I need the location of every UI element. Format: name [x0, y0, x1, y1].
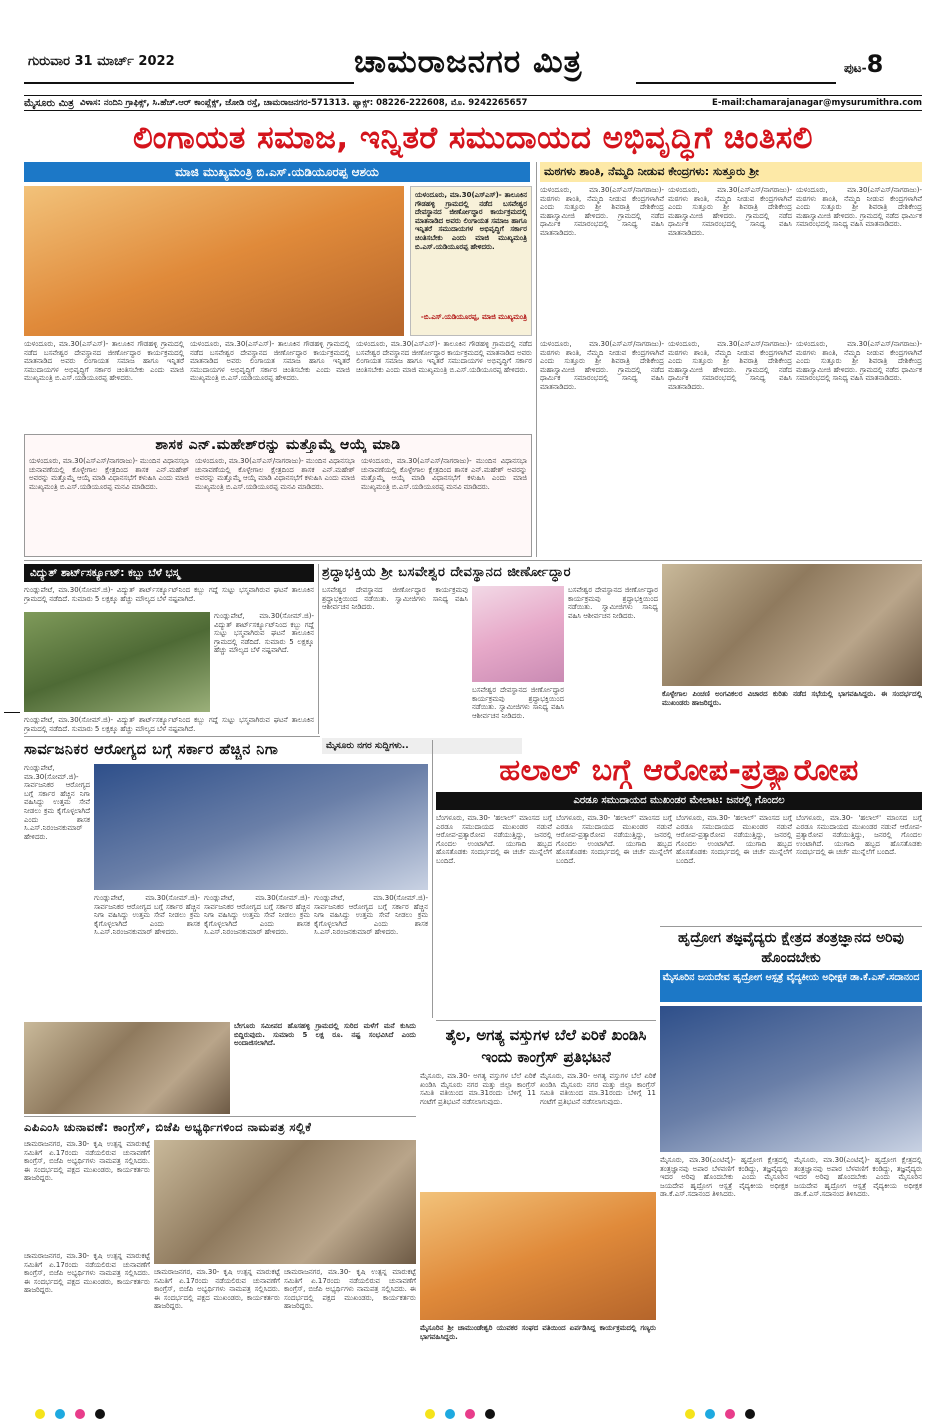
ribbon-cutting-photo: [94, 764, 428, 890]
registration-dots-right: [680, 1404, 920, 1416]
mlc-body-col-1: ಚಾಮರಾಜನಗರ, ಮಾ.30- ಕೃಷಿ ಉತ್ಪನ್ನ ಮಾರುಕಟ್ಟೆ ಸಮಿತಿಗೆ ಏ.17ರಂದು ನಡೆಯಲಿರುವ ಚುನಾವಣೆಗೆ ಕಾಂಗ್ರೆಸ್, ಬಿಜೆಪಿ ಅಭ್ಯರ್ಥಿಗಳು ನಾಮಪತ್ರ ಸಲ್ಲಿಸಿದರು. ಈ ಸಂದರ್ಭದಲ್ಲಿ ಪಕ್ಷದ ಮುಖಂಡರು, ಕಾರ್ಯಕರ್ತರು ಹಾಜರಿದ್ದರು.: [24, 1140, 150, 1183]
temple-headline: ಶ್ರದ್ಧಾಭಕ್ತಿಯ ಶ್ರೀ ಬಸವೇಶ್ವರ ದೇವಸ್ಥಾನದ ಜೀರ್ಣೋದ್ಧಾರ: [322, 565, 571, 580]
issue-date: ಗುರುವಾರ 31 ಮಾರ್ಚ್ 2022: [28, 54, 175, 69]
news-strip: ಮೈಸೂರು ನಗರ ಸುದ್ದಿಗಳು..: [322, 738, 522, 754]
temple-body-col-2: ಬಸವೇಶ್ವರ ದೇವಸ್ಥಾನದ ಜೀರ್ಣೋದ್ಧಾರ ಕಾರ್ಯಕ್ರಮವು ಶ್ರದ್ಧಾಭಕ್ತಿಯಿಂದ ನಡೆಯಿತು. ಸ್ವಾಮೀಜಿಗಳು ಸಾನಿಧ್ಯ ವಹಿಸಿ ಆಶೀರ್ವಚನ ನೀಡಿದರು.: [568, 586, 658, 620]
mahesh-body-col-2: ಯಳಂದೂರು, ಮಾ.30(ಎಸ್‌ಎಸ್/ನಾಗರಾಜು)- ಮುಂದಿನ ವಿಧಾನಸಭಾ ಚುನಾವಣೆಯಲ್ಲಿ ಕೊಳ್ಳೇಗಾಲ ಕ್ಷೇತ್ರದಿಂದ ಶಾಸಕ ಎನ್.ಮಹೇಶ್ ಅವರನ್ನು ಮತ್ತೊಮ್ಮೆ ಆಯ್ಕೆ ಮಾಡಿ ವಿಧಾನಸಭೆಗೆ ಕಳುಹಿಸಿ ಎಂದು ಮಾಜಿ ಮುಖ್ಯಮಂತ್ರಿ ಬಿ.ಎಸ್.ಯಡಿಯೂರಪ್ಪ ಮನವಿ ಮಾಡಿದರು.: [195, 457, 355, 491]
mahesh-headline: ಶಾಸಕ ಎನ್.ಮಹೇಶ್‌ರನ್ನು ಮತ್ತೊಮ್ಮೆ ಆಯ್ಕೆ ಮಾಡಿ: [155, 437, 401, 453]
heart-subhead: ಮೈಸೂರಿನ ಜಯದೇವ ಹೃದ್ರೋಗ ಆಸ್ಪತ್ರೆ ವೈದ್ಯಕೀಯ ಅಧೀಕ್ಷಕ ಡಾ.ಕೆ.ಎಸ್.ಸದಾನಂದ: [660, 970, 922, 1002]
halal-body-col-3: ಬೆಂಗಳೂರು, ಮಾ.30- 'ಹಲಾಲ್' ಮಾಂಸದ ಬಗ್ಗೆ ಎರಡೂ ಸಮುದಾಯದ ಮುಖಂಡರ ನಡುವೆ ಆರೋಪ-ಪ್ರತ್ಯಾರೋಪ ನಡೆಯುತ್ತಿದ್ದು, ಜನರಲ್ಲಿ ಗೊಂದಲ ಉಂಟಾಗಿದೆ. ಯುಗಾದಿ ಹಬ್ಬದ ಹೊಸತೊಡಕು ಸಂದರ್ಭದಲ್ಲಿ ಈ ಚರ್ಚೆ ಮುನ್ನೆಲೆಗೆ ಬಂದಿದೆ.: [676, 814, 792, 865]
health-body-col-4: ಗುಂಡ್ಲುಪೇಟೆ, ಮಾ.30(ಸೋಮ್.ಜಿ)- ಸಾರ್ವಜನಿಕರ ಆರೋಗ್ಯದ ಬಗ್ಗೆ ಸರ್ಕಾರ ಹೆಚ್ಚಿನ ನಿಗಾ ವಹಿಸಿದ್ದು ಉತ್ತಮ ಸೇವೆ ನೀಡಲು ಕ್ರಮ ಕೈಗೊಳ್ಳಲಾಗಿದೆ ಎಂದು ಶಾಸಕ ಸಿ.ಎಸ್.ನಿರಂಜನಕುಮಾರ್ ಹೇಳಿದರು.: [314, 894, 428, 937]
mathagalu-body-col-3: ಯಳಂದೂರು, ಮಾ.30(ಎಸ್‌ಎಸ್/ನಾಗರಾಜು)- ಮಠಗಳು ಶಾಂತಿ, ನೆಮ್ಮದಿ ನೀಡುವ ಕೇಂದ್ರಗಳಾಗಿವೆ ಎಂದು ಸುತ್ತೂರು ಶ್ರೀ ಶಿವರಾತ್ರಿ ದೇಶಿಕೇಂದ್ರ ಮಹಾಸ್ವಾಮೀಜಿ ಹೇಳಿದರು. ಗ್ರಾಮದಲ್ಲಿ ನಡೆದ ಧಾರ್ಮಿಕ ಸಮಾರಂಭದಲ್ಲಿ ಸಾನಿಧ್ಯ ವಹಿಸಿ ಮಾತನಾಡಿದರು.: [796, 186, 922, 229]
email: E-mail:chamarajanagar@mysurumithra.com: [712, 98, 922, 108]
masthead: [24, 44, 924, 92]
right-continued-col-1: ಯಳಂದೂರು, ಮಾ.30(ಎಸ್‌ಎಸ್/ನಾಗರಾಜು)- ಮಠಗಳು ಶಾಂತಿ, ನೆಮ್ಮದಿ ನೀಡುವ ಕೇಂದ್ರಗಳಾಗಿವೆ ಎಂದು ಸುತ್ತೂರು ಶ್ರೀ ಶಿವರಾತ್ರಿ ದೇಶಿಕೇಂದ್ರ ಮಹಾಸ್ವಾಮೀಜಿ ಹೇಳಿದರು. ಗ್ರಾಮದಲ್ಲಿ ನಡೆದ ಧಾರ್ಮಿಕ ಸಮಾರಂಭದಲ್ಲಿ ಸಾನಿಧ್ಯ ವಹಿಸಿ ಮಾತನಾಡಿದರು.: [540, 340, 664, 391]
meeting-caption: ಕೊಳ್ಳೇಗಾಲ ಪಿಂಚಣಿ ಅಂಗವಿಕಲರ ವಿಚಾರದ ಕುರಿತು ನಡೆದ ಸಭೆಯಲ್ಲಿ ಭಾಗವಹಿಸಿದ್ದರು. ಈ ಸಂದರ್ಭದಲ್ಲಿ ಮುಖಂಡರು ಹಾಜರಿದ್ದರು.: [662, 690, 922, 707]
fuel-headline: ತೈಲ, ಅಗತ್ಯ ವಸ್ತುಗಳ ಬೆಲೆ ಏರಿಕೆ ಖಂಡಿಸಿ ಇಂದು ಕಾಂಗ್ರೆಸ್ ಪ್ರತಿಭಟನೆ: [445, 1026, 647, 1066]
temple-body-col-3: ಬಸವೇಶ್ವರ ದೇವಸ್ಥಾನದ ಜೀರ್ಣೋದ್ಧಾರ ಕಾರ್ಯಕ್ರಮವು ಶ್ರದ್ಧಾಭಕ್ತಿಯಿಂದ ನಡೆಯಿತು. ಸ್ವಾಮೀಜಿಗಳು ಸಾನಿಧ್ಯ ವಹಿಸಿ ಆಶೀರ್ವಚನ ನೀಡಿದರು.: [472, 686, 564, 720]
health-body-col-1: ಗುಂಡ್ಲುಪೇಟೆ, ಮಾ.30(ಸೋಮ್.ಜಿ)- ಸಾರ್ವಜನಿಕರ ಆರೋಗ್ಯದ ಬಗ್ಗೆ ಸರ್ಕಾರ ಹೆಚ್ಚಿನ ನಿಗಾ ವಹಿಸಿದ್ದು ಉತ್ತಮ ಸೇವೆ ನೀಡಲು ಕ್ರಮ ಕೈಗೊಳ್ಳಲಾಗಿದೆ ಎಂದು ಶಾಸಕ ಸಿ.ಎಸ್.ನಿರಂಜನಕುಮಾರ್ ಹೇಳಿದರು.: [24, 764, 90, 841]
burnt-crop-photo: [24, 612, 210, 712]
felicitation-photo: [420, 1192, 656, 1320]
health-body-col-3: ಗುಂಡ್ಲುಪೇಟೆ, ಮಾ.30(ಸೋಮ್.ಜಿ)- ಸಾರ್ವಜನಿಕರ ಆರೋಗ್ಯದ ಬಗ್ಗೆ ಸರ್ಕಾರ ಹೆಚ್ಚಿನ ನಿಗಾ ವಹಿಸಿದ್ದು ಉತ್ತಮ ಸೇವೆ ನೀಡಲು ಕ್ರಮ ಕೈಗೊಳ್ಳಲಾಗಿದೆ ಎಂದು ಶಾಸಕ ಸಿ.ಎಸ್.ನಿರಂಜನಕುಮಾರ್ ಹೇಳಿದರು.: [204, 894, 310, 937]
lead-photo: [24, 186, 404, 336]
halal-body-col-1: ಬೆಂಗಳೂರು, ಮಾ.30- 'ಹಲಾಲ್' ಮಾಂಸದ ಬಗ್ಗೆ ಎರಡೂ ಸಮುದಾಯದ ಮುಖಂಡರ ನಡುವೆ ಆರೋಪ-ಪ್ರತ್ಯಾರೋಪ ನಡೆಯುತ್ತಿದ್ದು, ಜನರಲ್ಲಿ ಗೊಂದಲ ಉಂಟಾಗಿದೆ. ಯುಗಾದಿ ಹಬ್ಬದ ಹೊಸತೊಡಕು ಸಂದರ್ಭದಲ್ಲಿ ಈ ಚರ್ಚೆ ಮುನ್ನೆಲೆಗೆ ಬಂದಿದೆ.: [436, 814, 552, 865]
meeting-photo: [662, 564, 922, 686]
halal-body-col-2: ಬೆಂಗಳೂರು, ಮಾ.30- 'ಹಲಾಲ್' ಮಾಂಸದ ಬಗ್ಗೆ ಎರಡೂ ಸಮುದಾಯದ ಮುಖಂಡರ ನಡುವೆ ಆರೋಪ-ಪ್ರತ್ಯಾರೋಪ ನಡೆಯುತ್ತಿದ್ದು, ಜನರಲ್ಲಿ ಗೊಂದಲ ಉಂಟಾಗಿದೆ. ಯುಗಾದಿ ಹಬ್ಬದ ಹೊಸತೊಡಕು ಸಂದರ್ಭದಲ್ಲಿ ಈ ಚರ್ಚೆ ಮುನ್ನೆಲೆಗೆ ಬಂದಿದೆ.: [556, 814, 672, 865]
short-circuit-body-bottom: ಗುಂಡ್ಲುಪೇಟೆ, ಮಾ.30(ಸೋಮ್.ಜಿ)- ವಿದ್ಯುತ್ ಶಾರ್ಟ್‌ಸರ್ಕ್ಯೂಟ್‌ನಿಂದ ಕಬ್ಬು ಗದ್ದೆ ಸುಟ್ಟು ಭಸ್ಮವಾಗಿರುವ ಘಟನೆ ತಾಲೂಕಿನ ಗ್ರಾಮದಲ್ಲಿ ನಡೆದಿದೆ. ಸುಮಾರು 5 ಲಕ್ಷಕ್ಕೂ ಹೆಚ್ಚು ಮೌಲ್ಯದ ಬೆಳೆ ನಷ್ಟವಾಗಿದೆ.: [24, 716, 314, 733]
collapsed-house-photo: [24, 1022, 230, 1114]
halal-headline: ಹಲಾಲ್ ಬಗ್ಗೆ ಆರೋಪ-ಪ್ರತ್ಯಾರೋಪ: [499, 753, 859, 788]
registration-dots-left: [30, 1404, 290, 1416]
felicitation-caption: ಮೈಸೂರಿನ ಶ್ರೀ ಚಾಮುಂಡೇಶ್ವರಿ ಯುವಕರ ಸಂಘದ ವತಿಯಿಂದ ಏರ್ಪಡಿಸಿದ್ದ ಕಾರ್ಯಕ್ರಮದಲ್ಲಿ ಗಣ್ಯರು ಭಾಗವಹಿಸಿದ್ದರು.: [420, 1324, 656, 1341]
lead-subhead: ಮಾಜಿ ಮುಖ್ಯಮಂತ್ರಿ ಬಿ.ಎಸ್.ಯಡಿಯೂರಪ್ಪ ಆಶಯ: [24, 162, 530, 182]
short-circuit-headline: ವಿದ್ಯುತ್ ಶಾರ್ಟ್‌ಸರ್ಕ್ಯೂಟ್: ಕಬ್ಬು ಬೆಳೆ ಭಸ್ಮ: [24, 564, 314, 582]
mlc-headline: ಎಪಿಎಂಸಿ ಚುನಾವಣೆ: ಕಾಂಗ್ರೆಸ್, ಬಿಜೆಪಿ ಅಭ್ಯರ್ಥಿಗಳಿಂದ ನಾಮಪತ್ರ ಸಲ್ಲಿಕೆ: [24, 1120, 312, 1134]
health-headline: ಸಾರ್ವಜನಿಕರ ಆರೋಗ್ಯದ ಬಗ್ಗೆ ಸರ್ಕಾರ ಹೆಚ್ಚಿನ ನಿಗಾ: [24, 742, 279, 758]
short-circuit-body-top: ಗುಂಡ್ಲುಪೇಟೆ, ಮಾ.30(ಸೋಮ್.ಜಿ)- ವಿದ್ಯುತ್ ಶಾರ್ಟ್‌ಸರ್ಕ್ಯೂಟ್‌ನಿಂದ ಕಬ್ಬು ಗದ್ದೆ ಸುಟ್ಟು ಭಸ್ಮವಾಗಿರುವ ಘಟನೆ ತಾಲೂಕಿನ ಗ್ರಾಮದಲ್ಲಿ ನಡೆದಿದೆ. ಸುಮಾರು 5 ಲಕ್ಷಕ್ಕೂ ಹೆಚ್ಚು ಮೌಲ್ಯದ ಬೆಳೆ ನಷ್ಟವಾಗಿದೆ.: [24, 586, 314, 603]
mahesh-body-col-1: ಯಳಂದೂರು, ಮಾ.30(ಎಸ್‌ಎಸ್/ನಾಗರಾಜು)- ಮುಂದಿನ ವಿಧಾನಸಭಾ ಚುನಾವಣೆಯಲ್ಲಿ ಕೊಳ್ಳೇಗಾಲ ಕ್ಷೇತ್ರದಿಂದ ಶಾಸಕ ಎನ್.ಮಹೇಶ್ ಅವರನ್ನು ಮತ್ತೊಮ್ಮೆ ಆಯ್ಕೆ ಮಾಡಿ ವಿಧಾನಸಭೆಗೆ ಕಳುಹಿಸಿ ಎಂದು ಮಾಜಿ ಮುಖ್ಯಮಂತ್ರಿ ಬಿ.ಎಸ್.ಯಡಿಯೂರಪ್ಪ ಮನವಿ ಮಾಡಿದರು.: [29, 457, 189, 491]
heart-event-photo: [660, 1006, 922, 1152]
newspaper-title: ಚಾಮರಾಜನಗರ ಮಿತ್ರ: [354, 44, 583, 80]
mathagalu-body-col-1: ಯಳಂದೂರು, ಮಾ.30(ಎಸ್‌ಎಸ್/ನಾಗರಾಜು)- ಮಠಗಳು ಶಾಂತಿ, ನೆಮ್ಮದಿ ನೀಡುವ ಕೇಂದ್ರಗಳಾಗಿವೆ ಎಂದು ಸುತ್ತೂರು ಶ್ರೀ ಶಿವರಾತ್ರಿ ದೇಶಿಕೇಂದ್ರ ಮಹಾಸ್ವಾಮೀಜಿ ಹೇಳಿದರು. ಗ್ರಾಮದಲ್ಲಿ ನಡೆದ ಧಾರ್ಮಿಕ ಸಮಾರಂಭದಲ್ಲಿ ಸಾನಿಧ್ಯ ವಹಿಸಿ ಮಾತನಾಡಿದರು.: [540, 186, 664, 237]
health-body-col-2: ಗುಂಡ್ಲುಪೇಟೆ, ಮಾ.30(ಸೋಮ್.ಜಿ)- ಸಾರ್ವಜನಿಕರ ಆರೋಗ್ಯದ ಬಗ್ಗೆ ಸರ್ಕಾರ ಹೆಚ್ಚಿನ ನಿಗಾ ವಹಿಸಿದ್ದು ಉತ್ತಮ ಸೇವೆ ನೀಡಲು ಕ್ರಮ ಕೈಗೊಳ್ಳಲಾಗಿದೆ ಎಂದು ಶಾಸಕ ಸಿ.ಎಸ್.ನಿರಂಜನಕುಮಾರ್ ಹೇಳಿದರು.: [94, 894, 200, 937]
lead-quote-attribution: -ಬಿ.ಎಸ್.ಯಡಿಯೂರಪ್ಪ, ಮಾಜಿ ಮುಖ್ಯಮಂತ್ರಿ: [420, 313, 527, 321]
mlc-body-col-3: ಚಾಮರಾಜನಗರ, ಮಾ.30- ಕೃಷಿ ಉತ್ಪನ್ನ ಮಾರುಕಟ್ಟೆ ಸಮಿತಿಗೆ ಏ.17ರಂದು ನಡೆಯಲಿರುವ ಚುನಾವಣೆಗೆ ಕಾಂಗ್ರೆಸ್, ಬಿಜೆಪಿ ಅಭ್ಯರ್ಥಿಗಳು ನಾಮಪತ್ರ ಸಲ್ಲಿಸಿದರು. ಈ ಸಂದರ್ಭದಲ್ಲಿ ಪಕ್ಷದ ಮುಖಂಡರು, ಕಾರ್ಯಕರ್ತರು ಹಾಜರಿದ್ದರು.: [154, 1268, 280, 1311]
registration-dots-center: [420, 1404, 540, 1416]
lead-headline: ಲಿಂಗಾಯತ ಸಮಾಜ, ಇನ್ನಿತರೆ ಸಮುದಾಯದ ಅಭಿವೃದ್ಧಿಗೆ ಚಿಂತಿಸಲಿ: [133, 120, 813, 156]
fuel-body-col-2: ಮೈಸೂರು, ಮಾ.30- ಅಗತ್ಯ ವಸ್ತುಗಳ ಬೆಲೆ ಏರಿಕೆ ಖಂಡಿಸಿ ಮೈಸೂರು ನಗರ ಮತ್ತು ಜಿಲ್ಲಾ ಕಾಂಗ್ರೆಸ್ ಸಮಿತಿ ವತಿಯಿಂದ ಮಾ.31ರಂದು ಬೆಳಿಗ್ಗೆ 11 ಗಂಟೆಗೆ ಪ್ರತಿಭಟನೆ ನಡೆಸಲಾಗುವುದು.: [540, 1072, 656, 1106]
address: ವಿಳಾಸ: ನಂದಿನಿ ಗ್ರಾಫಿಕ್ಸ್, ಸಿ.ಹೆಚ್.ಆರ್ ಕಾಂಪ್ಲೆಕ್ಸ್, ಜೋಡಿ ರಸ್ತೆ, ಚಾಮರಾಜನಗರ-571313. ಫ್ಯಾಕ್ಸ್: 08226-222608, ಮೊ. 9242265657: [79, 98, 528, 108]
nomination-photo: [154, 1140, 416, 1264]
lead-quote-box: [410, 186, 532, 336]
right-continued-col-3: ಯಳಂದೂರು, ಮಾ.30(ಎಸ್‌ಎಸ್/ನಾಗರಾಜು)- ಮಠಗಳು ಶಾಂತಿ, ನೆಮ್ಮದಿ ನೀಡುವ ಕೇಂದ್ರಗಳಾಗಿವೆ ಎಂದು ಸುತ್ತೂರು ಶ್ರೀ ಶಿವರಾತ್ರಿ ದೇಶಿಕೇಂದ್ರ ಮಹಾಸ್ವಾಮೀಜಿ ಹೇಳಿದರು. ಗ್ರಾಮದಲ್ಲಿ ನಡೆದ ಧಾರ್ಮಿಕ ಸಮಾರಂಭದಲ್ಲಿ ಸಾನಿಧ್ಯ ವಹಿಸಿ ಮಾತನಾಡಿದರು.: [796, 340, 922, 383]
heart-body-col-2: ಮೈಸೂರು, ಮಾ.30(ಎಂಟಿವೈ)- ಹೃದ್ರೋಗ ಕ್ಷೇತ್ರದಲ್ಲಿ ತಂತ್ರಜ್ಞಾನವು ಅಪಾರ ಬೆಳವಣಿಗೆ ಕಂಡಿದ್ದು, ತಜ್ಞವೈದ್ಯರು ಇದರ ಅರಿವು ಹೊಂದಬೇಕು ಎಂದು ಮೈಸೂರಿನ ಜಯದೇವ ಹೃದ್ರೋಗ ಆಸ್ಪತ್ರೆ ವೈದ್ಯಕೀಯ ಅಧೀಕ್ಷಕ ಡಾ.ಕೆ.ಎಸ್.ಸದಾನಂದ ತಿಳಿಸಿದರು.: [794, 1156, 922, 1199]
lead-quote-text: ಯಳಂದೂರು, ಮಾ.30(ಎಸ್‌ಎಸ್)- ತಾಲೂಕಿನ ಗೌಡಹಳ್ಳಿ ಗ್ರಾಮದಲ್ಲಿ ನಡೆದ ಬಸವೇಶ್ವರ ದೇವಸ್ಥಾನದ ಜೀರ್ಣೋದ್ಧಾರ ಕಾರ್ಯಕ್ರಮದಲ್ಲಿ ಮಾತನಾಡಿದ ಅವರು ಲಿಂಗಾಯತ ಸಮಾಜ ಹಾಗೂ ಇನ್ನಿತರೆ ಸಮುದಾಯಗಳ ಅಭಿವೃದ್ಧಿಗೆ ಸರ್ಕಾರ ಚಿಂತಿಸಬೇಕು ಎಂದು ಮಾಜಿ ಮುಖ್ಯಮಂತ್ರಿ ಬಿ.ಎಸ್.ಯಡಿಯೂರಪ್ಪ ಹೇಳಿದರು.: [415, 191, 527, 251]
lead-body-col-3: ಯಳಂದೂರು, ಮಾ.30(ಎಸ್‌ಎಸ್)- ತಾಲೂಕಿನ ಗೌಡಹಳ್ಳಿ ಗ್ರಾಮದಲ್ಲಿ ನಡೆದ ಬಸವೇಶ್ವರ ದೇವಸ್ಥಾನದ ಜೀರ್ಣೋದ್ಧಾರ ಕಾರ್ಯಕ್ರಮದಲ್ಲಿ ಮಾತನಾಡಿದ ಅವರು ಲಿಂಗಾಯತ ಸಮಾಜ ಹಾಗೂ ಇನ್ನಿತರೆ ಸಮುದಾಯಗಳ ಅಭಿವೃದ್ಧಿಗೆ ಸರ್ಕಾರ ಚಿಂತಿಸಬೇಕು ಎಂದು ಮಾಜಿ ಮುಖ್ಯಮಂತ್ರಿ ಬಿ.ಎಸ್.ಯಡಿಯೂರಪ್ಪ ಹೇಳಿದರು.: [356, 340, 532, 374]
heart-body-col-1: ಮೈಸೂರು, ಮಾ.30(ಎಂಟಿವೈ)- ಹೃದ್ರೋಗ ಕ್ಷೇತ್ರದಲ್ಲಿ ತಂತ್ರಜ್ಞಾನವು ಅಪಾರ ಬೆಳವಣಿಗೆ ಕಂಡಿದ್ದು, ತಜ್ಞವೈದ್ಯರು ಇದರ ಅರಿವು ಹೊಂದಬೇಕು ಎಂದು ಮೈಸೂರಿನ ಜಯದೇವ ಹೃದ್ರೋಗ ಆಸ್ಪತ್ರೆ ವೈದ್ಯಕೀಯ ಅಧೀಕ್ಷಕ ಡಾ.ಕೆ.ಎಸ್.ಸದಾನಂದ ತಿಳಿಸಿದರು.: [660, 1156, 788, 1199]
short-circuit-body-side: ಗುಂಡ್ಲುಪೇಟೆ, ಮಾ.30(ಸೋಮ್.ಜಿ)- ವಿದ್ಯುತ್ ಶಾರ್ಟ್‌ಸರ್ಕ್ಯೂಟ್‌ನಿಂದ ಕಬ್ಬು ಗದ್ದೆ ಸುಟ್ಟು ಭಸ್ಮವಾಗಿರುವ ಘಟನೆ ತಾಲೂಕಿನ ಗ್ರಾಮದಲ್ಲಿ ನಡೆದಿದೆ. ಸುಮಾರು 5 ಲಕ್ಷಕ್ಕೂ ಹೆಚ್ಚು ಮೌಲ್ಯದ ಬೆಳೆ ನಷ್ಟವಾಗಿದೆ.: [214, 612, 314, 655]
mlc-body-col-2: ಚಾಮರಾಜನಗರ, ಮಾ.30- ಕೃಷಿ ಉತ್ಪನ್ನ ಮಾರುಕಟ್ಟೆ ಸಮಿತಿಗೆ ಏ.17ರಂದು ನಡೆಯಲಿರುವ ಚುನಾವಣೆಗೆ ಕಾಂಗ್ರೆಸ್, ಬಿಜೆಪಿ ಅಭ್ಯರ್ಥಿಗಳು ನಾಮಪತ್ರ ಸಲ್ಲಿಸಿದರು. ಈ ಸಂದರ್ಭದಲ್ಲಿ ಪಕ್ಷದ ಮುಖಂಡರು, ಕಾರ್ಯಕರ್ತರು ಹಾಜರಿದ್ದರು.: [24, 1252, 150, 1295]
mahesh-body-col-3: ಯಳಂದೂರು, ಮಾ.30(ಎಸ್‌ಎಸ್/ನಾಗರಾಜು)- ಮುಂದಿನ ವಿಧಾನಸಭಾ ಚುನಾವಣೆಯಲ್ಲಿ ಕೊಳ್ಳೇಗಾಲ ಕ್ಷೇತ್ರದಿಂದ ಶಾಸಕ ಎನ್.ಮಹೇಶ್ ಅವರನ್ನು ಮತ್ತೊಮ್ಮೆ ಆಯ್ಕೆ ಮಾಡಿ ವಿಧಾನಸಭೆಗೆ ಕಳುಹಿಸಿ ಎಂದು ಮಾಜಿ ಮುಖ್ಯಮಂತ್ರಿ ಬಿ.ಎಸ್.ಯಡಿಯೂರಪ್ಪ ಮನವಿ ಮಾಡಿದರು.: [361, 457, 527, 491]
temple-photo: [472, 586, 564, 682]
halal-body-col-4: ಬೆಂಗಳೂರು, ಮಾ.30- 'ಹಲಾಲ್' ಮಾಂಸದ ಬಗ್ಗೆ ಎರಡೂ ಸಮುದಾಯದ ಮುಖಂಡರ ನಡುವೆ ಆರೋಪ-ಪ್ರತ್ಯಾರೋಪ ನಡೆಯುತ್ತಿದ್ದು, ಜನರಲ್ಲಿ ಗೊಂದಲ ಉಂಟಾಗಿದೆ. ಯುಗಾದಿ ಹಬ್ಬದ ಹೊಸತೊಡಕು ಸಂದರ್ಭದಲ್ಲಿ ಈ ಚರ್ಚೆ ಮುನ್ನೆಲೆಗೆ ಬಂದಿದೆ.: [796, 814, 922, 857]
mathagalu-body-col-2: ಯಳಂದೂರು, ಮಾ.30(ಎಸ್‌ಎಸ್/ನಾಗರಾಜು)- ಮಠಗಳು ಶಾಂತಿ, ನೆಮ್ಮದಿ ನೀಡುವ ಕೇಂದ್ರಗಳಾಗಿವೆ ಎಂದು ಸುತ್ತೂರು ಶ್ರೀ ಶಿವರಾತ್ರಿ ದೇಶಿಕೇಂದ್ರ ಮಹಾಸ್ವಾಮೀಜಿ ಹೇಳಿದರು. ಗ್ರಾಮದಲ್ಲಿ ನಡೆದ ಧಾರ್ಮಿಕ ಸಮಾರಂಭದಲ್ಲಿ ಸಾನಿಧ್ಯ ವಹಿಸಿ ಮಾತನಾಡಿದರು.: [668, 186, 792, 237]
collapsed-house-caption: ಬೇಗೂರು ಸಮೀಪದ ಹೊಸಹಳ್ಳಿ ಗ್ರಾಮದಲ್ಲಿ ಸುರಿದ ಮಳೆಗೆ ಮನೆ ಕುಸಿದು ಬಿದ್ದಿರುವುದು. ಸುಮಾರು 5 ಲಕ್ಷ ರೂ. ನಷ್ಟ ಸಂಭವಿಸಿದೆ ಎಂದು ಅಂದಾಜಿಸಲಾಗಿದೆ.: [234, 1022, 416, 1048]
fuel-body-col-1: ಮೈಸೂರು, ಮಾ.30- ಅಗತ್ಯ ವಸ್ತುಗಳ ಬೆಲೆ ಏರಿಕೆ ಖಂಡಿಸಿ ಮೈಸೂರು ನಗರ ಮತ್ತು ಜಿಲ್ಲಾ ಕಾಂಗ್ರೆಸ್ ಸಮಿತಿ ವತಿಯಿಂದ ಮಾ.31ರಂದು ಬೆಳಿಗ್ಗೆ 11 ಗಂಟೆಗೆ ಪ್ರತಿಭಟನೆ ನಡೆಸಲಾಗುವುದು.: [420, 1072, 536, 1106]
heart-headline: ಹೃದ್ರೋಗ ತಜ್ಞವೈದ್ಯರು ಕ್ಷೇತ್ರದ ತಂತ್ರಜ್ಞಾನದ ಅರಿವು ಹೊಂದಬೇಕು: [678, 930, 904, 966]
lead-body-col-1: ಯಳಂದೂರು, ಮಾ.30(ಎಸ್‌ಎಸ್)- ತಾಲೂಕಿನ ಗೌಡಹಳ್ಳಿ ಗ್ರಾಮದಲ್ಲಿ ನಡೆದ ಬಸವೇಶ್ವರ ದೇವಸ್ಥಾನದ ಜೀರ್ಣೋದ್ಧಾರ ಕಾರ್ಯಕ್ರಮದಲ್ಲಿ ಮಾತನಾಡಿದ ಅವರು ಲಿಂಗಾಯತ ಸಮಾಜ ಹಾಗೂ ಇನ್ನಿತರೆ ಸಮುದಾಯಗಳ ಅಭಿವೃದ್ಧಿಗೆ ಸರ್ಕಾರ ಚಿಂತಿಸಬೇಕು ಎಂದು ಮಾಜಿ ಮುಖ್ಯಮಂತ್ರಿ ಬಿ.ಎಸ್.ಯಡಿಯೂರಪ್ಪ ಹೇಳಿದರು.: [24, 340, 184, 383]
halal-subhead: ಎರಡೂ ಸಮುದಾಯದ ಮುಖಂಡರ ಮೇಲಾಟ: ಜನರಲ್ಲಿ ಗೊಂದಲ: [436, 792, 922, 810]
lead-body-col-2: ಯಳಂದೂರು, ಮಾ.30(ಎಸ್‌ಎಸ್)- ತಾಲೂಕಿನ ಗೌಡಹಳ್ಳಿ ಗ್ರಾಮದಲ್ಲಿ ನಡೆದ ಬಸವೇಶ್ವರ ದೇವಸ್ಥಾನದ ಜೀರ್ಣೋದ್ಧಾರ ಕಾರ್ಯಕ್ರಮದಲ್ಲಿ ಮಾತನಾಡಿದ ಅವರು ಲಿಂಗಾಯತ ಸಮಾಜ ಹಾಗೂ ಇನ್ನಿತರೆ ಸಮುದಾಯಗಳ ಅಭಿವೃದ್ಧಿಗೆ ಸರ್ಕಾರ ಚಿಂತಿಸಬೇಕು ಎಂದು ಮಾಜಿ ಮುಖ್ಯಮಂತ್ರಿ ಬಿ.ಎಸ್.ಯಡಿಯೂರಪ್ಪ ಹೇಳಿದರು.: [190, 340, 350, 383]
page-edge-mark: [4, 712, 20, 713]
mathagalu-headline: ಮಠಗಳು ಶಾಂತಿ, ನೆಮ್ಮದಿ ನೀಡುವ ಕೇಂದ್ರಗಳು: ಸುತ್ತೂರು ಶ್ರೀ: [540, 162, 922, 182]
tagline: ಮೈಸೂರು ಮಿತ್ರ: [24, 97, 74, 109]
temple-body-col-1: ಬಸವೇಶ್ವರ ದೇವಸ್ಥಾನದ ಜೀರ್ಣೋದ್ಧಾರ ಕಾರ್ಯಕ್ರಮವು ಶ್ರದ್ಧಾಭಕ್ತಿಯಿಂದ ನಡೆಯಿತು. ಸ್ವಾಮೀಜಿಗಳು ಸಾನಿಧ್ಯ ವಹಿಸಿ ಆಶೀರ್ವಚನ ನೀಡಿದರು.: [322, 586, 468, 612]
right-continued-col-2: ಯಳಂದೂರು, ಮಾ.30(ಎಸ್‌ಎಸ್/ನಾಗರಾಜು)- ಮಠಗಳು ಶಾಂತಿ, ನೆಮ್ಮದಿ ನೀಡುವ ಕೇಂದ್ರಗಳಾಗಿವೆ ಎಂದು ಸುತ್ತೂರು ಶ್ರೀ ಶಿವರಾತ್ರಿ ದೇಶಿಕೇಂದ್ರ ಮಹಾಸ್ವಾಮೀಜಿ ಹೇಳಿದರು. ಗ್ರಾಮದಲ್ಲಿ ನಡೆದ ಧಾರ್ಮಿಕ ಸಮಾರಂಭದಲ್ಲಿ ಸಾನಿಧ್ಯ ವಹಿಸಿ ಮಾತನಾಡಿದರು.: [668, 340, 792, 391]
address-bar: [24, 95, 922, 111]
page-label: ಪುಟ-8: [844, 50, 884, 78]
mlc-body-col-4: ಚಾಮರಾಜನಗರ, ಮಾ.30- ಕೃಷಿ ಉತ್ಪನ್ನ ಮಾರುಕಟ್ಟೆ ಸಮಿತಿಗೆ ಏ.17ರಂದು ನಡೆಯಲಿರುವ ಚುನಾವಣೆಗೆ ಕಾಂಗ್ರೆಸ್, ಬಿಜೆಪಿ ಅಭ್ಯರ್ಥಿಗಳು ನಾಮಪತ್ರ ಸಲ್ಲಿಸಿದರು. ಈ ಸಂದರ್ಭದಲ್ಲಿ ಪಕ್ಷದ ಮುಖಂಡರು, ಕಾರ್ಯಕರ್ತರು ಹಾಜರಿದ್ದರು.: [284, 1268, 416, 1311]
mahesh-box: [24, 434, 532, 557]
